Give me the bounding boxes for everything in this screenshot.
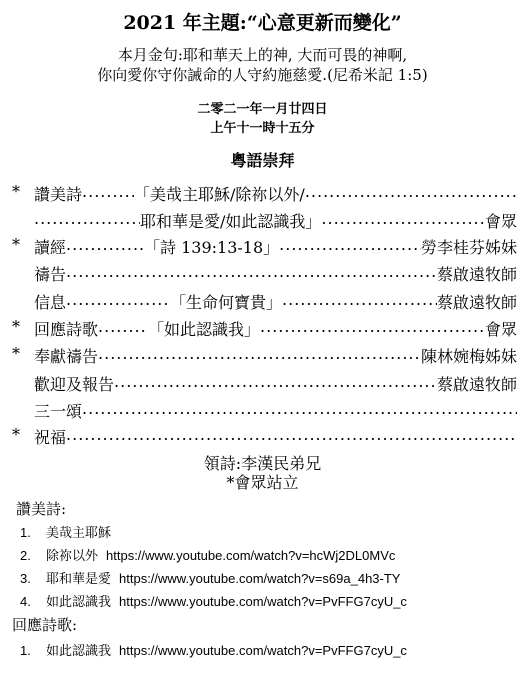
program-row-prayer	[12, 262, 517, 288]
standing-note: *會眾站立	[226, 473, 299, 492]
hymn-link[interactable]: https://www.youtube.com/watch?v=hcWj2DL0MVc	[106, 548, 396, 563]
program-row-reading	[12, 235, 517, 261]
program-item-person: 會眾	[484, 212, 517, 231]
service-date: 二零二一年一月廿四日	[197, 102, 328, 117]
hymn-number: 3.	[20, 571, 31, 586]
program-row-offering-prayer	[12, 344, 517, 370]
song-leader: 領詩:李漢民弟兄	[203, 454, 322, 473]
hymn-number: 2.	[20, 548, 31, 563]
hymn-number: 1.	[20, 525, 31, 540]
standing-marker: *	[12, 235, 20, 254]
program-item-label: 回應詩歌	[34, 320, 99, 339]
hymn-link[interactable]: https://www.youtube.com/watch?v=PvFFG7cyU_c	[119, 643, 407, 658]
program-row-benediction	[12, 425, 517, 451]
program-item-label: 歡迎及報告	[34, 375, 115, 394]
program-item-detail: 「詩 139:13-18」	[144, 238, 280, 257]
standing-marker: *	[12, 425, 20, 444]
program-item-label: 讚美詩	[34, 185, 83, 204]
hymn-number: 1.	[20, 643, 31, 658]
standing-marker: *	[12, 344, 20, 363]
response-song-item	[20, 640, 407, 659]
program-row-doxology	[12, 399, 517, 425]
hymn-link[interactable]: https://www.youtube.com/watch?v=s69a_4h3-TY	[119, 571, 401, 586]
service-time: 上午十一時十五分	[210, 121, 315, 136]
standing-marker: *	[12, 317, 20, 336]
program-row-praise	[12, 182, 517, 208]
program-item-detail: 「生命何寶貴」	[170, 293, 283, 312]
program-row-response-song	[12, 317, 517, 343]
program-row-praise-cont	[12, 209, 517, 235]
hymns-heading: 讚美詩:	[16, 500, 67, 518]
program-item-detail: 「美哉主耶穌/除祢以外/	[134, 185, 305, 204]
program-item-person: 陳林婉梅姊妹	[420, 347, 517, 366]
program-item-label: 三一頌	[34, 402, 83, 421]
response-songs-heading: 回應詩歌:	[12, 616, 78, 634]
program-row-message	[12, 290, 517, 316]
theme-title: 2021 年主題:“心意更新而變化”	[123, 12, 402, 34]
memory-verse-line-1: 本月金句:耶和華天上的神, 大而可畏的神啊,	[117, 46, 408, 64]
program-item-person: 會眾	[484, 320, 517, 339]
hymn-item	[20, 568, 400, 587]
program-row-welcome	[12, 372, 517, 398]
program-item-label: 祝福	[34, 428, 67, 447]
standing-marker: *	[12, 182, 20, 201]
hymn-title: 耶和華是愛	[46, 572, 112, 587]
program-item-label: 奉獻禱告	[34, 347, 99, 366]
hymn-item	[20, 591, 407, 610]
service-name: 粵語崇拜	[230, 151, 295, 170]
program-item-person: 蔡啟遠牧師	[436, 293, 517, 312]
hymn-title: 如此認識我	[46, 644, 112, 659]
memory-verse-line-2: 你向愛你守你誡命的人守約施慈愛.(尼希米記 1:5)	[97, 66, 428, 84]
program-item-detail: 「如此認識我」	[148, 320, 261, 339]
program-item-label: 信息	[34, 293, 67, 312]
program-item-person: 蔡啟遠牧師	[436, 375, 517, 394]
hymn-title: 美哉主耶穌	[46, 526, 112, 541]
hymn-title: 除祢以外	[46, 549, 99, 564]
program-item-person: 蔡啟遠牧師	[436, 265, 517, 284]
hymn-title: 如此認識我	[46, 595, 112, 610]
program-item-person: 勞李桂芬姊妹	[420, 238, 517, 257]
hymn-number: 4.	[20, 594, 31, 609]
program-item-detail: 耶和華是愛/如此認識我」	[140, 212, 322, 231]
hymn-link[interactable]: https://www.youtube.com/watch?v=PvFFG7cyU_c	[119, 594, 407, 609]
program-item-label: 禱告	[34, 265, 67, 284]
hymn-item	[20, 545, 395, 564]
hymn-item	[20, 522, 119, 541]
program-item-label: 讀經	[34, 238, 67, 257]
